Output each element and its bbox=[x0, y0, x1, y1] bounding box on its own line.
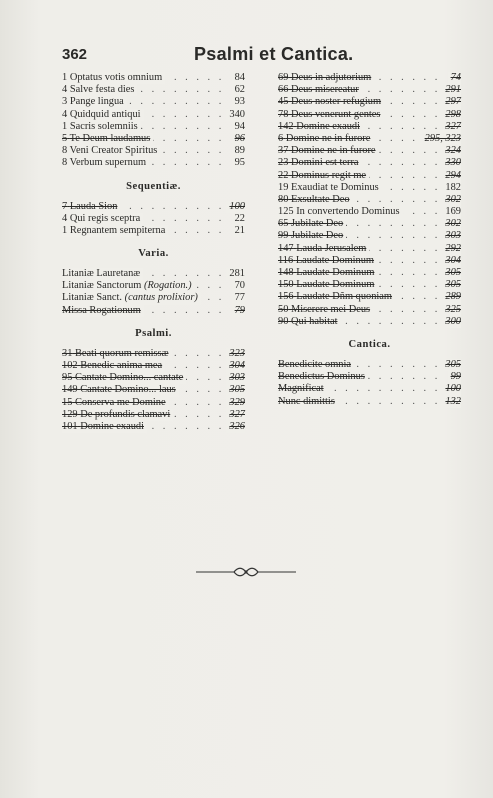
entry-number: 15 bbox=[62, 396, 73, 408]
index-entry bbox=[278, 396, 461, 408]
index-entry bbox=[62, 384, 245, 396]
entry-title bbox=[278, 96, 384, 108]
entry-number: 8 bbox=[62, 145, 68, 157]
entry-number: 148 bbox=[278, 267, 294, 278]
entry-title-text: Lauda Sion bbox=[69, 200, 118, 212]
entry-title bbox=[62, 84, 137, 96]
entry-title bbox=[62, 213, 143, 225]
entry-page: 304 bbox=[226, 360, 245, 372]
varia-heading: Varia. bbox=[138, 248, 169, 260]
entry-page: 323 bbox=[226, 348, 245, 360]
entry-title-text: Exsultate Deo bbox=[291, 193, 350, 205]
entry-title bbox=[278, 218, 346, 230]
right-column bbox=[278, 72, 461, 408]
entry-title-text: Qui habitat bbox=[291, 315, 338, 327]
entry-title bbox=[278, 291, 395, 303]
index-entry bbox=[62, 305, 245, 317]
entry-page: 302 bbox=[442, 194, 461, 206]
index-entry bbox=[278, 194, 461, 206]
entry-number: 69 bbox=[278, 72, 289, 83]
entry-title bbox=[278, 109, 383, 121]
entry-number: 5 bbox=[62, 132, 68, 144]
entry-title-text: Pange lingua bbox=[69, 96, 124, 108]
entry-title bbox=[278, 243, 369, 255]
entry-number: 7 bbox=[62, 200, 68, 212]
entry-number: 4 bbox=[62, 212, 68, 224]
entry-page: 297 bbox=[442, 96, 461, 108]
entry-page: 95 bbox=[232, 157, 245, 169]
entry-title-text: Te Deum laudamus bbox=[69, 132, 151, 144]
entry-title bbox=[278, 170, 369, 182]
entry-page: 96 bbox=[232, 133, 245, 145]
entry-page: 330 bbox=[442, 157, 461, 169]
index-entry bbox=[62, 372, 245, 384]
entry-title bbox=[62, 157, 149, 169]
entry-title-text: Salve festa dies bbox=[69, 84, 135, 96]
entry-number: 99 bbox=[278, 230, 289, 242]
sequentiae-list bbox=[62, 201, 245, 238]
entry-number: 129 bbox=[62, 408, 78, 420]
index-entry bbox=[278, 279, 461, 291]
index-entry bbox=[62, 409, 245, 421]
entry-title-text: Miserere mei Deus bbox=[291, 303, 371, 315]
entry-page: 84 bbox=[232, 72, 245, 84]
entry-number: 66 bbox=[278, 84, 289, 96]
entry-title bbox=[62, 421, 147, 433]
entry-title-text: Domine exaudi bbox=[80, 420, 144, 432]
entry-title bbox=[62, 225, 168, 237]
entry-number: 156 bbox=[278, 291, 294, 303]
entry-title-text: Regnantem sempiterna bbox=[69, 224, 166, 236]
cantica-list bbox=[278, 359, 461, 408]
index-entry bbox=[278, 255, 461, 267]
entry-number: 6 bbox=[278, 132, 284, 144]
index-entry bbox=[278, 121, 461, 133]
entry-title bbox=[278, 206, 403, 218]
cantica-heading: Cantica. bbox=[348, 338, 391, 350]
entry-page: 132 bbox=[442, 396, 461, 408]
index-entry bbox=[278, 109, 461, 121]
psalmi-heading: Psalmi. bbox=[135, 327, 172, 339]
entry-page: 327 bbox=[226, 409, 245, 421]
entry-page: 79 bbox=[232, 305, 245, 317]
entry-number: 142 bbox=[278, 120, 294, 132]
entry-title bbox=[62, 133, 153, 145]
entry-page: 327 bbox=[442, 121, 461, 133]
entry-title-text: Litaniæ Sanct. bbox=[62, 292, 123, 304]
entry-page: 70 bbox=[232, 280, 245, 292]
entry-page: 93 bbox=[232, 96, 245, 108]
left-column bbox=[62, 72, 245, 433]
index-entry bbox=[278, 206, 461, 218]
entry-title-text: Lauda Jerusalem bbox=[296, 242, 367, 254]
index-entry bbox=[62, 280, 245, 292]
entry-title-text: Dominus regit me bbox=[291, 169, 367, 181]
entry-title bbox=[278, 121, 363, 133]
index-entry bbox=[278, 371, 461, 383]
index-entry bbox=[278, 383, 461, 395]
entry-title bbox=[62, 109, 144, 121]
entry-title-text: Deus venerunt gentes bbox=[291, 108, 381, 120]
entry-page: 305 bbox=[442, 359, 461, 371]
entry-page: 289 bbox=[442, 291, 461, 303]
ornament-divider bbox=[196, 566, 296, 578]
entry-title-text: Laudate Dominum bbox=[295, 254, 375, 266]
entry-title-text: Benedic anima mea bbox=[80, 360, 163, 371]
entry-title-text: In convertendo Dominus bbox=[296, 206, 400, 218]
entry-title bbox=[278, 279, 377, 291]
entry-title bbox=[278, 267, 377, 279]
index-entry bbox=[62, 121, 245, 133]
entry-page: 303 bbox=[226, 372, 245, 384]
entry-title-text: Laudate Dominum bbox=[296, 279, 375, 291]
index-entry bbox=[62, 213, 245, 225]
entry-title-text: Deus in adjutorium bbox=[291, 72, 372, 83]
entry-title-text: Benedicite omnia bbox=[278, 358, 351, 370]
entry-number: 8 bbox=[62, 157, 68, 169]
entry-title bbox=[62, 145, 160, 157]
entry-number: 1 bbox=[62, 224, 68, 236]
entry-title bbox=[278, 72, 374, 84]
index-entry bbox=[62, 84, 245, 96]
entry-title bbox=[62, 372, 186, 384]
entry-title bbox=[62, 409, 173, 421]
index-entry bbox=[62, 292, 245, 304]
index-entry bbox=[62, 96, 245, 108]
index-entry bbox=[278, 359, 461, 371]
index-entry bbox=[278, 96, 461, 108]
entry-title bbox=[62, 305, 144, 317]
entry-title-text: Domini est terra bbox=[291, 157, 359, 169]
entry-title-text: Deus misereatur bbox=[291, 84, 359, 96]
entry-page: 77 bbox=[232, 292, 245, 304]
entry-title bbox=[278, 157, 362, 169]
entry-title bbox=[278, 133, 373, 145]
index-entry bbox=[278, 291, 461, 303]
entry-page: 340 bbox=[226, 109, 245, 121]
entry-number: 90 bbox=[278, 315, 289, 327]
entry-page: 62 bbox=[232, 84, 245, 96]
entry-title bbox=[278, 230, 346, 242]
entry-page: 302 bbox=[442, 218, 461, 230]
index-entry bbox=[278, 157, 461, 169]
entry-title bbox=[278, 182, 382, 194]
entry-title bbox=[278, 145, 379, 157]
entry-page: 182 bbox=[442, 182, 461, 194]
index-entry bbox=[62, 109, 245, 121]
index-entry bbox=[62, 360, 245, 372]
index-entry bbox=[62, 157, 245, 169]
entry-page: 298 bbox=[442, 109, 461, 121]
index-entry bbox=[62, 201, 245, 213]
entry-page: 291 bbox=[442, 84, 461, 96]
varia-list bbox=[62, 268, 245, 317]
entry-number: 23 bbox=[278, 157, 289, 169]
entry-title-text: Magnificat bbox=[278, 383, 324, 395]
index-entry bbox=[62, 397, 245, 409]
entry-title bbox=[62, 384, 179, 396]
psalmi-list-right bbox=[278, 72, 461, 328]
entry-number: 4 bbox=[62, 84, 68, 96]
entry-number: 65 bbox=[278, 218, 289, 230]
entry-title bbox=[278, 255, 377, 267]
entry-title bbox=[62, 121, 141, 133]
entry-number: 37 bbox=[278, 145, 289, 157]
index-entry bbox=[278, 243, 461, 255]
index-entry bbox=[62, 348, 245, 360]
index-entry bbox=[278, 170, 461, 182]
entry-page: 305 bbox=[442, 267, 461, 279]
entry-page: 324 bbox=[442, 145, 461, 157]
entry-title bbox=[62, 292, 201, 304]
entry-title bbox=[278, 371, 368, 383]
entry-number: 149 bbox=[62, 384, 78, 396]
entry-title-text: Cantate Domino... cantate bbox=[75, 372, 184, 384]
entry-title-text: Litaniæ Lauretanæ bbox=[62, 268, 141, 280]
entry-title bbox=[62, 397, 169, 409]
index-entry bbox=[62, 268, 245, 280]
entry-title-text: Nunc dimittis bbox=[278, 395, 335, 407]
entry-page: 326 bbox=[226, 421, 245, 433]
entry-number: 4 bbox=[62, 108, 68, 120]
entry-page: 100 bbox=[442, 383, 461, 395]
entry-page: 21 bbox=[232, 225, 245, 237]
entry-title-text: Benedictus Dominus bbox=[278, 371, 365, 383]
entry-page: 305 bbox=[442, 279, 461, 291]
entry-page: 294 bbox=[442, 170, 461, 182]
index-entry bbox=[62, 225, 245, 237]
entry-title bbox=[278, 359, 354, 371]
entry-page: 99 bbox=[448, 371, 461, 383]
entry-title-text: Domine exaudi bbox=[296, 120, 360, 132]
entry-title bbox=[278, 304, 373, 316]
index-entry bbox=[278, 133, 461, 145]
entry-title-text: De profundis clamavi bbox=[80, 408, 171, 420]
entry-title-text: Quidquid antiqui bbox=[69, 108, 141, 120]
entry-title-text: Jubilate Deo bbox=[291, 218, 344, 230]
sequentiae-heading: Sequentiæ. bbox=[126, 180, 181, 192]
entry-title-text: Missa Rogationum bbox=[62, 304, 141, 316]
entry-number: 22 bbox=[278, 169, 289, 181]
entry-page: 74 bbox=[448, 72, 461, 84]
entry-number: 50 bbox=[278, 303, 289, 315]
entry-page: 169 bbox=[442, 206, 461, 218]
index-entry bbox=[278, 267, 461, 279]
index-entry bbox=[62, 145, 245, 157]
entry-title-text: Laudate Dñm quoniam bbox=[296, 291, 393, 303]
entry-title-text: Verbum supernum bbox=[69, 157, 147, 169]
entry-page: 292 bbox=[442, 243, 461, 255]
entry-page: 305 bbox=[226, 384, 245, 396]
index-entry bbox=[278, 304, 461, 316]
index-entry bbox=[278, 84, 461, 96]
entry-page: 304 bbox=[442, 255, 461, 267]
entry-title bbox=[62, 72, 165, 84]
entry-title bbox=[62, 280, 195, 292]
entry-title bbox=[62, 96, 127, 108]
entry-number: 1 bbox=[62, 72, 68, 83]
entry-qualifier: (cantus prolixior) bbox=[124, 292, 198, 304]
entry-page: 94 bbox=[232, 121, 245, 133]
index-entry bbox=[62, 421, 245, 433]
entry-title bbox=[62, 360, 165, 372]
entry-title-text: Sacris solemniis bbox=[69, 120, 138, 132]
entry-page: 303 bbox=[442, 230, 461, 242]
entry-title-text: Qui regis sceptra bbox=[69, 212, 141, 224]
entry-number: 19 bbox=[278, 181, 289, 193]
index-entry bbox=[278, 145, 461, 157]
entry-title-text: Domine ne in furore bbox=[285, 132, 371, 144]
index-entry bbox=[62, 72, 245, 84]
entry-number: 101 bbox=[62, 420, 78, 432]
entry-page: 22 bbox=[232, 213, 245, 225]
index-entry bbox=[278, 182, 461, 194]
entry-number: 150 bbox=[278, 279, 294, 291]
entry-title bbox=[62, 201, 120, 213]
index-entry bbox=[278, 316, 461, 328]
entry-title-text: Beati quorum remissæ bbox=[75, 347, 169, 359]
entry-number: 80 bbox=[278, 193, 289, 205]
entry-title-text: Jubilate Deo bbox=[291, 230, 344, 242]
entry-page: 281 bbox=[226, 268, 245, 280]
psalmi-list-left bbox=[62, 348, 245, 433]
entry-title-text: Domine ne in furore bbox=[291, 145, 376, 157]
index-entry bbox=[62, 133, 245, 145]
entry-number: 102 bbox=[62, 360, 78, 371]
entry-page: 329 bbox=[226, 397, 245, 409]
entry-number: 116 bbox=[278, 254, 294, 266]
entry-page: 300 bbox=[442, 316, 461, 328]
entry-qualifier: (Rogation.) bbox=[143, 280, 192, 292]
entry-title bbox=[278, 396, 338, 408]
entry-title bbox=[278, 194, 353, 206]
index-entry bbox=[278, 230, 461, 242]
entry-title-text: Cantate Domino... laus bbox=[80, 384, 176, 396]
entry-number: 1 bbox=[62, 120, 68, 132]
entry-title-text: Exaudiat te Dominus bbox=[291, 181, 379, 193]
entry-title bbox=[278, 383, 327, 395]
entry-number: 78 bbox=[278, 108, 289, 120]
entry-page: 100 bbox=[226, 201, 245, 213]
entry-title-text: Conserva me Domine bbox=[75, 396, 166, 408]
page-number: 362 bbox=[62, 46, 88, 63]
entry-number: 125 bbox=[278, 206, 294, 218]
index-entry bbox=[278, 218, 461, 230]
page-header bbox=[62, 46, 442, 66]
entry-title-text: Litaniæ Sanctorum bbox=[62, 280, 142, 292]
entry-title-text: Optatus votis omnium bbox=[69, 72, 163, 83]
entry-number: 3 bbox=[62, 96, 68, 108]
running-title: Psalmi et Cantica. bbox=[194, 44, 354, 64]
entry-page: 325 bbox=[442, 304, 461, 316]
entry-title-text: Laudate Dominum bbox=[296, 267, 375, 278]
entry-title bbox=[62, 348, 172, 360]
entry-title bbox=[278, 84, 362, 96]
entry-number: 45 bbox=[278, 96, 289, 108]
hymn-list bbox=[62, 72, 245, 170]
entry-number: 147 bbox=[278, 242, 294, 254]
entry-title-text: Veni Creator Spiritus bbox=[69, 145, 158, 157]
entry-number: 95 bbox=[62, 372, 73, 384]
entry-title-text: Deus noster refugium bbox=[291, 96, 382, 108]
entry-number: 31 bbox=[62, 347, 73, 359]
entry-title bbox=[278, 316, 340, 328]
entry-page: 89 bbox=[232, 145, 245, 157]
entry-title bbox=[62, 268, 143, 280]
index-entry bbox=[278, 72, 461, 84]
entry-page: 295, 323 bbox=[422, 133, 461, 145]
